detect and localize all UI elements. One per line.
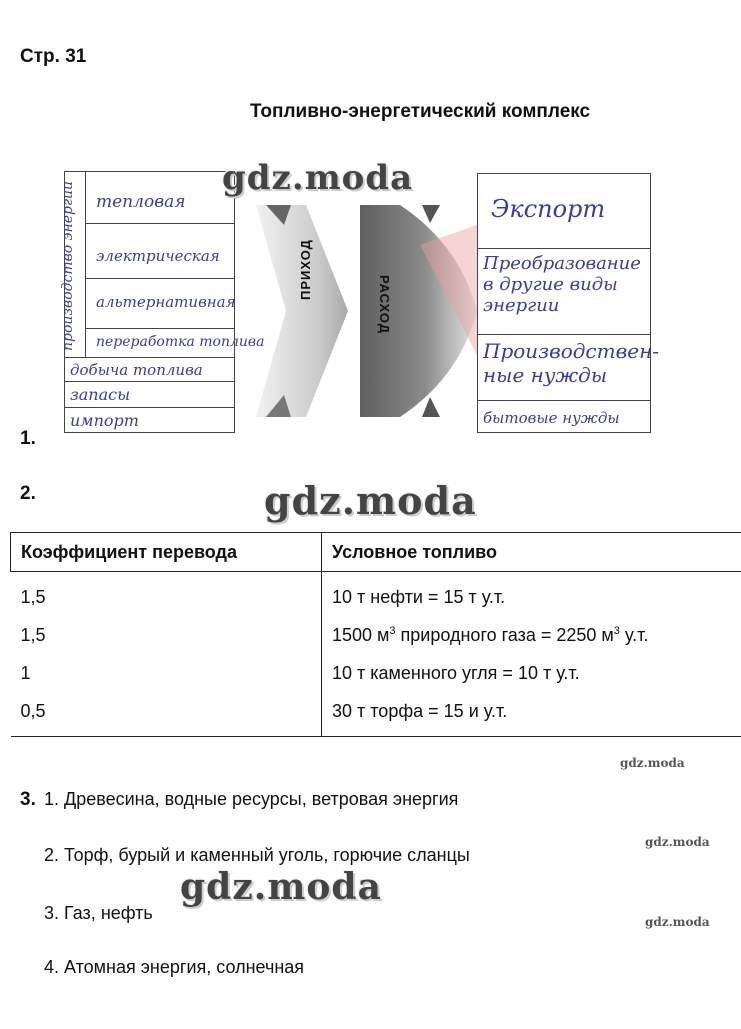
cell-fuel: 10 т каменного угля = 10 т у.т. — [332, 662, 580, 683]
task-2-number: 2. — [20, 483, 36, 504]
right-row-household-needs: бытовые нужды — [477, 400, 651, 433]
task-3-number: 3. — [20, 789, 36, 810]
header-coefficient: Коэффициент перевода — [11, 533, 322, 572]
page-label: Стр. 31 — [20, 46, 87, 67]
table-row — [11, 572, 741, 617]
header-fuel: Условное топливо — [322, 533, 741, 572]
answer-line: 3. Газ, нефть — [44, 903, 153, 923]
cell-coefficient: 1,5 — [11, 616, 322, 654]
left-row-fuel-processing: переработка топлива — [86, 328, 235, 357]
task-1-number: 1. — [20, 428, 36, 449]
left-row-thermal: тепловая — [96, 192, 186, 212]
superscript: 3 — [613, 624, 620, 637]
cell-coefficient: 1 — [11, 654, 322, 692]
cell-fuel: 30 т торфа = 15 и у.т. — [322, 692, 741, 737]
fuel-part: у.т. — [619, 624, 649, 645]
cell-fuel — [322, 616, 741, 654]
watermark: gdz.moda — [180, 866, 382, 908]
fuel-part: 1500 м — [332, 624, 390, 645]
conversion-table — [10, 532, 741, 737]
cell-coefficient: 1,5 — [11, 572, 322, 617]
left-row-alternative: альтернативная — [86, 278, 235, 328]
right-row-production-needs: Производствен-ные нужды — [477, 334, 651, 400]
left-row-fuel-extraction: добыча топлива — [64, 357, 235, 381]
watermark: gdz.moda — [222, 158, 414, 198]
left-row-reserves: запасы — [64, 381, 235, 407]
left-row-electric: электрическая — [86, 223, 235, 278]
answer-line: 1. Древесина, водные ресурсы, ветровая энергия — [44, 789, 459, 809]
energy-production-label: производство энергии — [60, 180, 76, 351]
right-row-conversion: Преобразование в другие виды энергии — [477, 248, 651, 334]
table-header-row — [11, 533, 741, 572]
table-row — [11, 616, 741, 654]
watermark: gdz.moda — [264, 478, 477, 523]
answer-line: 4. Атомная энергия, солнечная — [44, 957, 305, 977]
page-title: Топливно-энергетический комплекс — [250, 101, 591, 122]
answer-line: 2. Торф, бурый и каменный уголь, горючие сланцы — [44, 845, 470, 865]
left-row-import: импорт — [64, 407, 235, 433]
income-label: ПРИХОД — [298, 239, 313, 300]
cell-fuel: 10 т нефти = 15 т у.т. — [332, 586, 506, 607]
income-arrow — [236, 205, 348, 417]
table-row — [11, 692, 741, 737]
right-row-export: Экспорт — [491, 195, 606, 223]
watermark-small: gdz.moda — [620, 756, 685, 770]
expense-label: РАСХОД — [377, 275, 392, 335]
watermark-small: gdz.moda — [645, 915, 710, 929]
table-row — [11, 654, 741, 692]
fuel-part: природного газа = 2250 м — [395, 624, 614, 645]
watermark-small: gdz.moda — [645, 835, 710, 849]
cell-coefficient: 0,5 — [11, 692, 322, 737]
superscript: 3 — [389, 624, 396, 637]
